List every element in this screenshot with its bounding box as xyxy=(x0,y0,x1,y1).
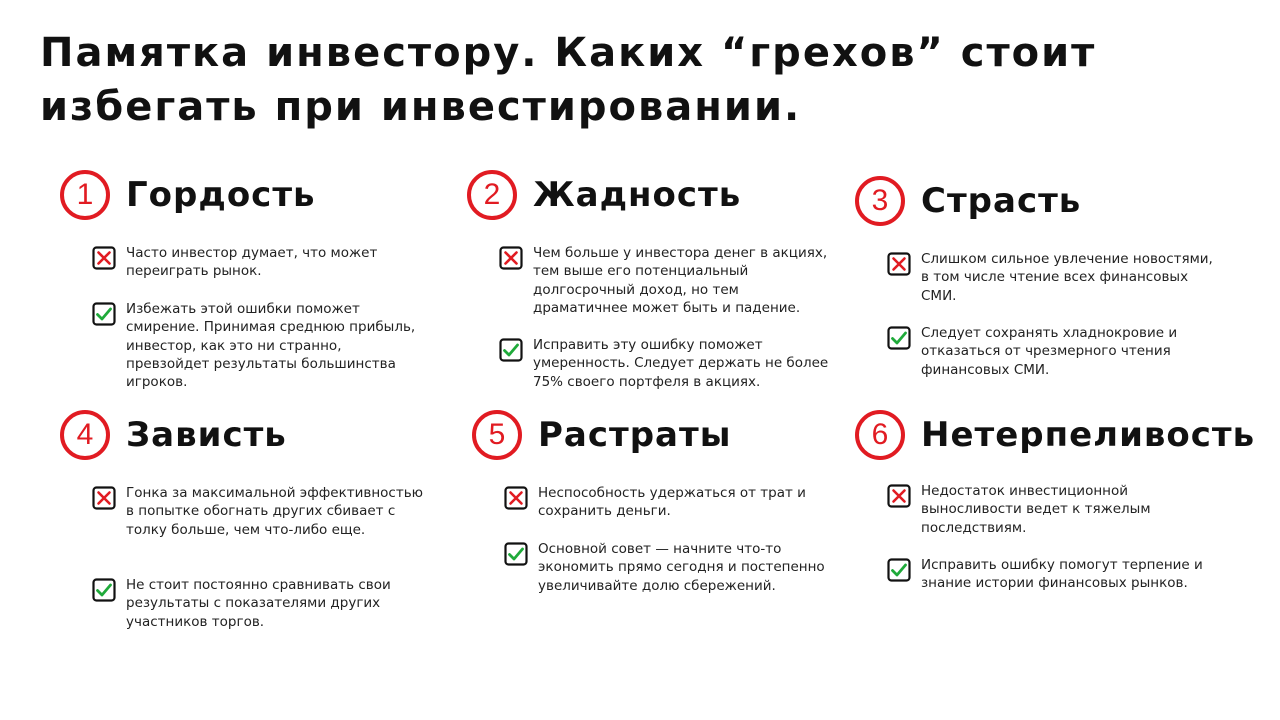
page-title: Памятка инвестору. Каких “грехов” стоит избегать при инвестировании. xyxy=(40,30,1097,130)
mistake-item xyxy=(499,244,829,318)
remedy-text: Не стоит постоянно сравнивать свои результаты с показателями других участников торгов. xyxy=(126,577,391,630)
remedy-item xyxy=(499,336,829,392)
number-badge: 1 xyxy=(60,170,110,220)
remedy-item xyxy=(887,556,1217,596)
cross-box-icon xyxy=(504,486,528,510)
remedy-item xyxy=(92,576,422,632)
sin-title: Гордость xyxy=(126,175,316,215)
mistake-item xyxy=(504,484,834,524)
check-box-icon xyxy=(92,302,116,326)
mistake-item xyxy=(887,250,1217,306)
sin-title: Страсть xyxy=(921,181,1082,221)
remedy-text: Основной совет — начните что-то экономить прямо сегодня и постепенно увеличивайте долю сбережений. xyxy=(538,541,825,594)
sin-block-envy xyxy=(60,410,424,640)
cross-box-icon xyxy=(499,246,523,270)
sin-header xyxy=(472,410,832,470)
check-box-icon xyxy=(887,326,911,350)
sin-block-pride xyxy=(60,170,420,400)
number-badge: 3 xyxy=(855,176,905,226)
number-badge: 6 xyxy=(855,410,905,460)
remedy-text: Следует сохранять хладнокровие и отказаться от чрезмерного чтения финансовых СМИ. xyxy=(921,325,1178,378)
sin-title: Жадность xyxy=(533,175,742,215)
mistake-text: Часто инвестор думает, что может переиграть рынок. xyxy=(126,245,378,280)
check-box-icon xyxy=(92,578,116,602)
mistake-text: Слишком сильное увлечение новостями, в том числе чтение всех финансовых СМИ. xyxy=(921,251,1213,304)
mistake-text: Неспособность удержаться от трат и сохранить деньги. xyxy=(538,485,806,520)
mistake-item xyxy=(887,482,1217,538)
mistake-item xyxy=(92,484,422,558)
mistake-text: Гонка за максимальной эффективностью в попытке обогнать других сбивает с толку больше, чем что-либо еще. xyxy=(126,485,424,538)
sin-header xyxy=(467,170,827,230)
sin-block-passion xyxy=(855,176,1215,386)
sin-header xyxy=(60,410,420,470)
remedy-item xyxy=(504,540,834,614)
sin-header xyxy=(855,410,1256,470)
remedy-text: Исправить эту ошибку поможет умеренность. Следует держать не более 75% своего портфеля в акциях. xyxy=(533,337,829,390)
number-badge: 4 xyxy=(60,410,110,460)
sin-block-greed xyxy=(467,170,827,400)
number-badge: 2 xyxy=(467,170,517,220)
remedy-text: Исправить ошибку помогут терпение и знание истории финансовых рынков. xyxy=(921,557,1203,592)
sin-title: Растраты xyxy=(538,415,732,455)
sin-block-impatience xyxy=(855,410,1256,610)
check-box-icon xyxy=(887,558,911,582)
sin-title: Зависть xyxy=(126,415,287,455)
sin-header xyxy=(60,170,420,230)
check-box-icon xyxy=(504,542,528,566)
cross-box-icon xyxy=(887,484,911,508)
mistake-item xyxy=(92,244,422,284)
cross-box-icon xyxy=(887,252,911,276)
mistake-text: Недостаток инвестиционной выносливости ведет к тяжелым последствиям. xyxy=(921,483,1151,536)
cross-box-icon xyxy=(92,486,116,510)
sin-block-waste xyxy=(472,410,832,620)
sin-header xyxy=(855,176,1215,236)
sin-title: Нетерпеливость xyxy=(921,415,1256,455)
remedy-text: Избежать этой ошибки поможет смирение. Принимая среднюю прибыль, инвестор, как это ни странно, превзойдет результаты большинства игроков. xyxy=(126,301,416,391)
check-box-icon xyxy=(499,338,523,362)
remedy-item xyxy=(887,324,1217,380)
cross-box-icon xyxy=(92,246,116,270)
remedy-item xyxy=(92,300,422,392)
number-badge: 5 xyxy=(472,410,522,460)
mistake-text: Чем больше у инвестора денег в акциях, тем выше его потенциальный долгосрочный доход, но тем драматичнее может быть и падение. xyxy=(533,245,828,316)
